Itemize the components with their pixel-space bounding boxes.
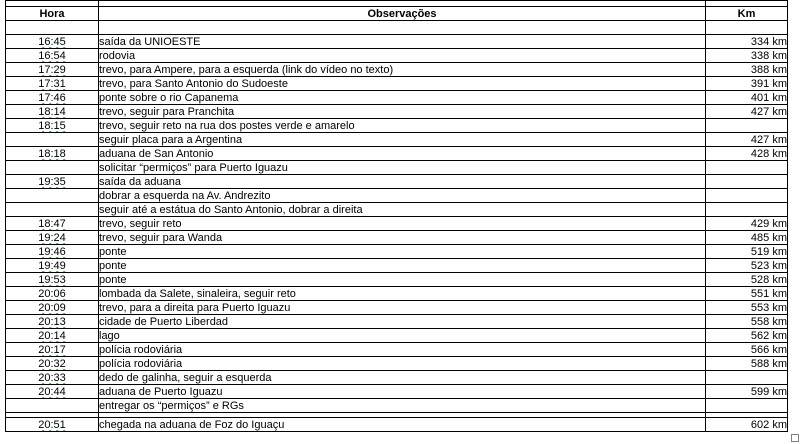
table-row [6,329,788,343]
observacao-cell[interactable] [99,35,706,49]
observacao-cell[interactable] [99,91,706,105]
hora-value: 17:29 [38,63,66,76]
hora-value: 19:24 [38,231,66,244]
observacao-cell[interactable] [99,147,706,161]
observacao-value: ponte [99,259,127,272]
hora-value: 16:45 [38,35,66,48]
table-row [6,119,788,133]
table-row [6,217,788,231]
observacao-cell[interactable] [99,385,706,399]
hora-cell[interactable] [6,399,99,413]
km-cell[interactable] [706,418,788,432]
observacao-value: cidade de Puerto Liberdad [99,315,229,328]
km-value: 523 km [750,259,787,272]
table-row [6,371,788,385]
observacao-value: seguir placa para a Argentina [99,133,243,146]
km-value: 558 km [750,315,787,328]
table-row [6,105,788,119]
hora-cell[interactable] [6,217,99,231]
table-row [6,273,788,287]
observacao-value: chegada na aduana de Foz do Iguaçu [99,418,285,431]
hora-cell[interactable] [6,119,99,133]
table-row [6,315,788,329]
observacao-value: rodovia [99,49,136,62]
hora-value: 16:54 [38,49,66,62]
column-header-observacoes[interactable]: Observações [99,7,706,21]
hora-cell[interactable] [6,147,99,161]
observacao-value: trevo, para Santo Antonio do Sudoeste [99,77,288,90]
hora-cell[interactable] [6,77,99,91]
observacao-value: saída da aduana [99,175,181,188]
table-row [6,357,788,371]
observacao-cell[interactable] [99,63,706,77]
hora-cell[interactable] [6,133,99,147]
observacao-cell[interactable] [99,371,706,385]
observacao-value: lago [99,329,120,342]
km-cell[interactable] [706,35,788,49]
observacao-cell[interactable] [99,343,706,357]
km-cell[interactable] [706,329,788,343]
observacao-cell[interactable] [99,418,706,432]
km-cell[interactable] [706,371,788,385]
km-value: 428 km [750,147,787,160]
km-cell[interactable] [706,119,788,133]
observacao-value: ponte [99,273,127,286]
km-cell[interactable] [706,175,788,189]
observacao-cell[interactable] [99,287,706,301]
hora-cell[interactable] [6,418,99,432]
observacao-cell[interactable] [99,21,706,35]
km-cell[interactable] [706,147,788,161]
hora-cell[interactable] [6,175,99,189]
observacao-cell[interactable] [99,105,706,119]
observacao-cell[interactable] [99,315,706,329]
km-cell[interactable] [706,217,788,231]
km-cell[interactable] [706,63,788,77]
hora-value: 20:06 [38,287,66,300]
observacao-cell[interactable] [99,231,706,245]
hora-value: 19:53 [38,273,66,286]
km-value: 388 km [750,63,787,76]
km-cell[interactable] [706,399,788,413]
hora-value: 20:09 [38,301,66,314]
km-cell[interactable] [706,287,788,301]
hora-cell[interactable] [6,287,99,301]
observacao-cell[interactable] [99,399,706,413]
observacao-value: aduana de Puerto Iguazu [99,385,223,398]
column-header-km[interactable]: Km [706,7,788,21]
hora-cell[interactable] [6,301,99,315]
hora-cell[interactable] [6,49,99,63]
hora-cell[interactable] [6,259,99,273]
km-value: 427 km [750,133,787,146]
km-cell[interactable] [706,49,788,63]
hora-value: 18:14 [38,105,66,118]
km-cell[interactable] [706,231,788,245]
table-row [6,399,788,413]
km-value: 553 km [750,301,787,314]
hora-cell[interactable] [6,35,99,49]
column-header-hora[interactable]: Hora [6,7,99,21]
hora-value: 20:14 [38,329,66,342]
km-value: 429 km [750,217,787,230]
observacao-cell[interactable] [99,301,706,315]
km-cell[interactable] [706,21,788,35]
table-row [6,259,788,273]
table-row [6,77,788,91]
table-row [6,147,788,161]
hora-cell[interactable] [6,273,99,287]
observacao-cell[interactable] [99,357,706,371]
observacao-value: trevo, seguir para Wanda [99,231,223,244]
km-value: 551 km [750,287,787,300]
hora-cell[interactable] [6,385,99,399]
hora-value: 20:51 [38,418,66,431]
km-cell[interactable] [706,91,788,105]
table-row [6,21,788,35]
observacao-cell[interactable] [99,259,706,273]
table-row [6,245,788,259]
table-row [6,385,788,399]
hora-cell[interactable] [6,245,99,259]
hora-value: 20:44 [38,385,66,398]
km-cell[interactable] [706,315,788,329]
observacao-value: dobrar a esquerda na Av. Andrezito [99,189,271,202]
km-value: 588 km [750,357,787,370]
hora-cell[interactable] [6,161,99,175]
hora-cell[interactable] [6,105,99,119]
observacao-value: trevo, para Ampere, para a esquerda (link do vídeo no texto) [99,63,394,76]
observacao-value: trevo, para a direita para Puerto Iguazu [99,301,291,314]
table-body [6,1,788,432]
km-value: 391 km [750,77,787,90]
hora-value: 19:35 [38,175,66,188]
km-value: 562 km [750,329,787,342]
km-cell[interactable] [706,259,788,273]
observacao-cell[interactable] [99,133,706,147]
observacao-cell[interactable] [99,49,706,63]
hora-cell[interactable] [6,189,99,203]
hora-value: 18:15 [38,119,66,132]
hora-value: 17:31 [38,77,66,90]
table-row [6,175,788,189]
km-value: 485 km [750,231,787,244]
km-value: 566 km [750,343,787,356]
hora-value: 20:33 [38,371,66,384]
observacao-value: trevo, seguir reto [99,217,182,230]
km-value: 401 km [750,91,787,104]
hora-value: 20:13 [38,315,66,328]
km-cell[interactable] [706,203,788,217]
observacao-value: trevo, seguir para Pranchita [99,105,235,118]
km-cell[interactable] [706,189,788,203]
km-cell[interactable] [706,245,788,259]
observacao-value: ponte sobre o rio Capanema [99,91,239,104]
hora-cell[interactable] [6,371,99,385]
header-row [6,7,788,21]
hora-value: 17:46 [38,91,66,104]
km-cell[interactable] [706,133,788,147]
table-row [6,133,788,147]
km-cell[interactable] [706,385,788,399]
hora-value: 18:18 [38,147,66,160]
km-cell[interactable] [706,273,788,287]
hora-cell[interactable] [6,329,99,343]
hora-value: 20:32 [38,357,66,370]
km-value: 602 km [750,418,787,431]
observacao-cell[interactable] [99,329,706,343]
km-value: 334 km [750,35,787,48]
observacao-cell[interactable] [99,189,706,203]
table-row [6,63,788,77]
observacao-cell[interactable] [99,217,706,231]
km-value: 338 km [750,49,787,62]
km-cell[interactable] [706,301,788,315]
table-row [6,35,788,49]
hora-cell[interactable] [6,357,99,371]
hora-value: 19:49 [38,259,66,272]
observacao-value: lombada da Salete, sinaleira, seguir reto [99,287,296,300]
observacao-value: solicitar “permiços” para Puerto Iguazu [99,161,288,174]
hora-cell[interactable] [6,63,99,77]
hora-cell[interactable] [6,315,99,329]
table-row [6,91,788,105]
hora-value: 18:47 [38,217,66,230]
km-value: 599 km [750,385,787,398]
hora-value: 20:17 [38,343,66,356]
hora-cell[interactable] [6,231,99,245]
observacao-value: dedo de galinha, seguir a esquerda [99,371,272,384]
km-cell[interactable] [706,105,788,119]
km-value: 519 km [750,245,787,258]
observacao-value: polícia rodoviária [99,343,183,356]
km-cell[interactable] [706,343,788,357]
table-row [6,203,788,217]
table-row [6,301,788,315]
observacao-value: polícia rodoviária [99,357,183,370]
observacao-value: trevo, seguir reto na rua dos postes verde e amarelo [99,119,355,132]
table-row [6,287,788,301]
observacao-cell[interactable] [99,175,706,189]
table-row [6,189,788,203]
observacao-value: seguir até a estátua do Santo Antonio, dobrar a direita [99,203,363,216]
observacao-cell[interactable] [99,203,706,217]
table-row [6,418,788,432]
observacao-cell[interactable] [99,273,706,287]
km-cell[interactable] [706,161,788,175]
table-row [6,343,788,357]
hora-cell[interactable] [6,343,99,357]
hora-cell[interactable] [6,203,99,217]
observacao-cell[interactable] [99,119,706,133]
trip-log-table [5,0,788,432]
km-value: 528 km [750,273,787,286]
observacao-value: entregar os “permiços” e RGs [99,399,244,412]
table-row [6,231,788,245]
observacao-cell[interactable] [99,77,706,91]
table-row [6,49,788,63]
km-value: 427 km [750,105,787,118]
hora-cell[interactable] [6,21,99,35]
table-row [6,161,788,175]
observacao-value: aduana de San Antonio [99,147,214,160]
observacao-value: ponte [99,245,127,258]
table-resize-handle[interactable] [791,434,799,442]
hora-value: 19:46 [38,245,66,258]
km-cell[interactable] [706,357,788,371]
observacao-value: saída da UNIOESTE [99,35,201,48]
observacao-cell[interactable] [99,161,706,175]
hora-cell[interactable] [6,91,99,105]
km-cell[interactable] [706,77,788,91]
observacao-cell[interactable] [99,245,706,259]
